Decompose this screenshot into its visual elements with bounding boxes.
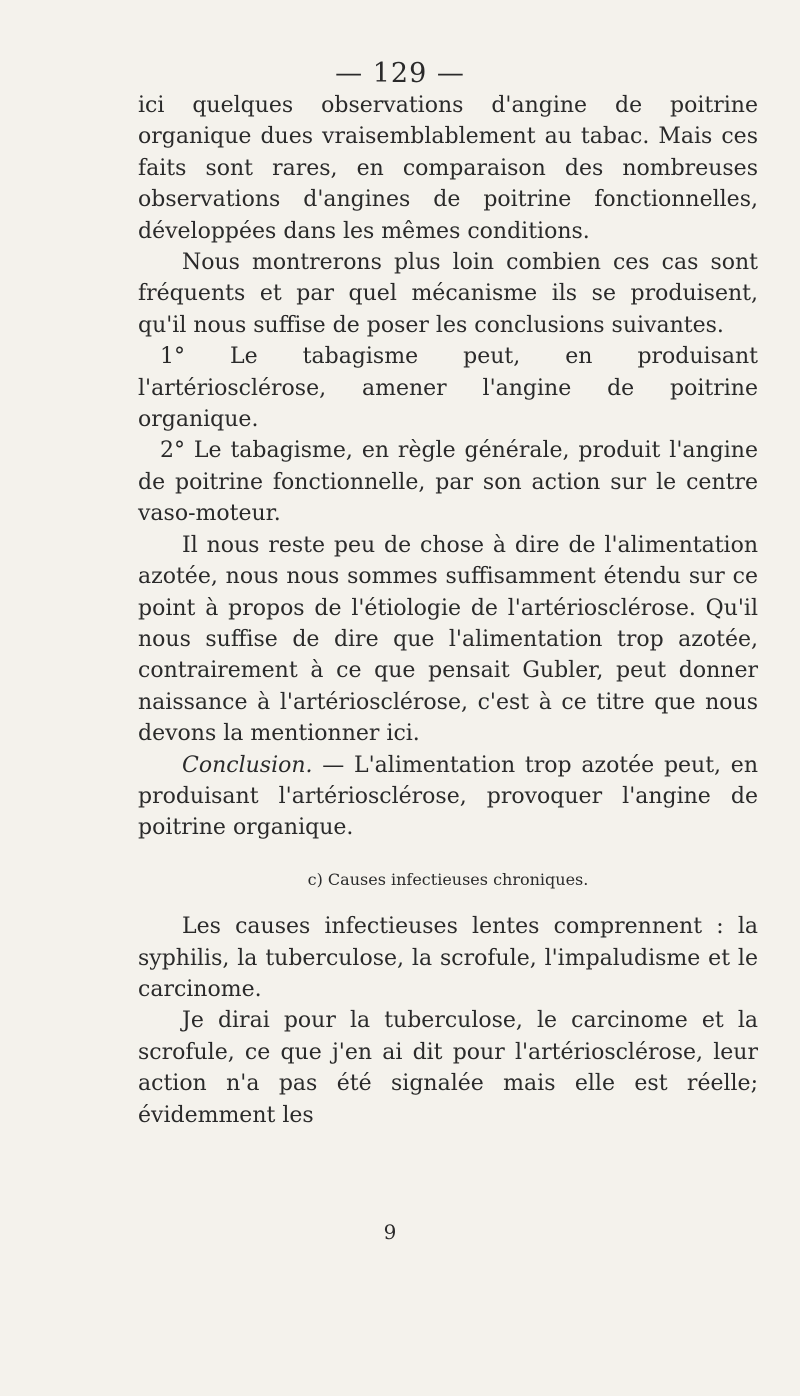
- conclusion-item-2: 2° Le tabagisme, en règle générale, produit l'angine de poitrine fonctionnelle, par son action sur le centre vaso-moteur.: [138, 438, 758, 527]
- paragraph-conclusion: [138, 750, 758, 844]
- paragraph-alimentation: Il nous reste peu de chose à dire de l'alimentation azotée, nous nous sommes suffisamment étendu sur ce point à propos de l'étiologie de l'artériosclérose. Qu'il nous suffise de dire que l'alimentation trop azotée, contrairement à ce que pensait Gubler, peut donner naissance à l'artériosclérose, c'est à ce titre que nous devons la mentionner ici.: [138, 532, 758, 747]
- signature-folio: 9: [383, 1220, 397, 1244]
- paragraph-tuberculosis: Je dirai pour la tuberculose, le carcinome et la scrofule, ce que j'en ai dit pour l'artériosclérose, leur action n'a pas été signalée mais elle est réelle; évidemment les: [138, 1008, 758, 1128]
- paragraph-continuation: ici quelques observations d'angine de poitrine organique dues vraisemblablement au tabac. Mais ces faits sont rares, en comparaison des nombreuses observations d'angines de poitrine fonctionnelles, développées dans les mêmes conditions.: [138, 93, 758, 244]
- paragraph-mechanism: Nous montrerons plus loin combien ces cas sont fréquents et par quel mécanisme ils se produisent, qu'il nous suffise de poser les conclusions suivantes.: [138, 250, 758, 338]
- page-number-header: — 129 —: [335, 58, 465, 89]
- paragraph-infectious-causes: Les causes infectieuses lentes comprennent : la syphilis, la tuberculose, la scrofule, l'impaludisme et le carcinome.: [138, 914, 758, 1002]
- section-subheading: c) Causes infectieuses chroniques.: [307, 869, 589, 889]
- conclusion-label: Conclusion.: [182, 752, 313, 778]
- conclusion-text: — L'alimentation trop azotée peut, en produisant l'artériosclérose, provoquer l'angine de poitrine organique.: [138, 752, 758, 841]
- body-text: [138, 90, 758, 1131]
- conclusion-item-1: 1° Le tabagisme peut, en produisant l'artériosclérose, amener l'angine de poitrine organique.: [138, 344, 758, 433]
